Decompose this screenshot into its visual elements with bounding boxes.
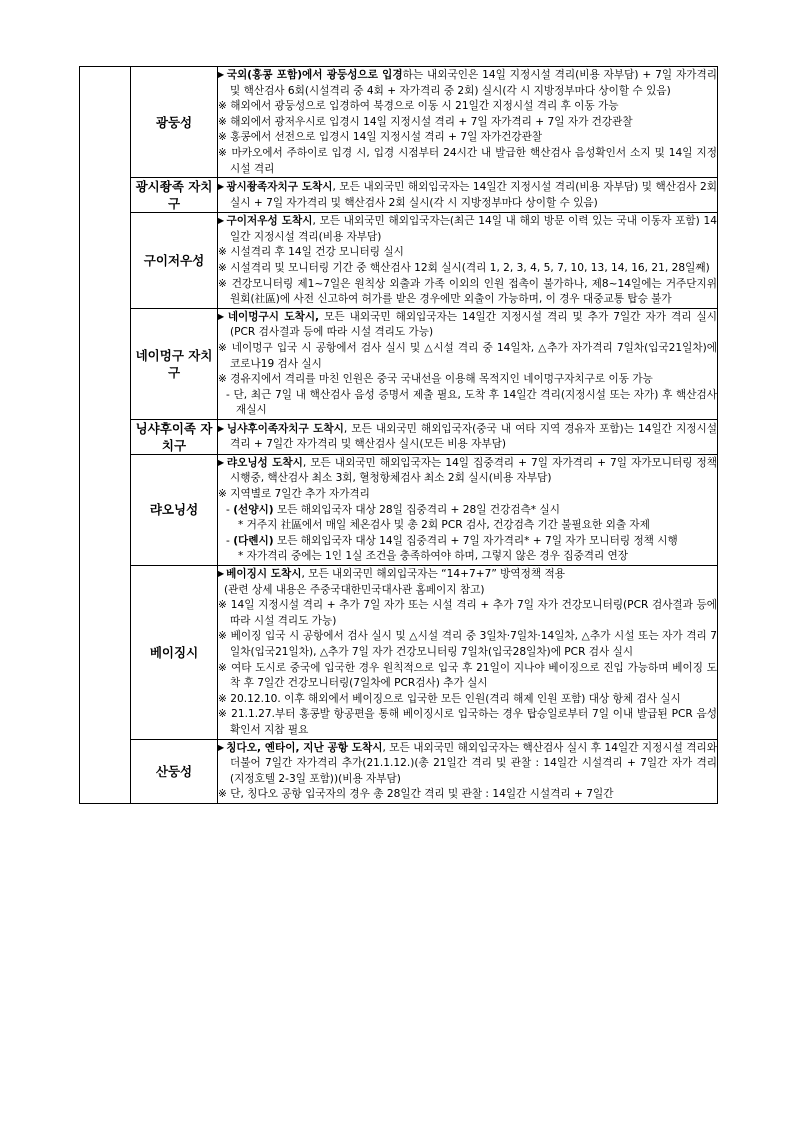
policy-line: - (다롄시) 모든 해외입국자 대상 14일 집중격리 + 7일 자가격리* + 7일 자가 모니터링 정책 시행 bbox=[226, 534, 678, 547]
policy-note-text: * 거주지 社區에서 매일 체온검사 및 총 2회 PCR 검사, 건강검측 기간 불필요한 외출 자제 bbox=[238, 519, 650, 532]
triangle-bullet-icon: ▶ bbox=[218, 742, 225, 752]
policy-lead-bold: 칭다오, 옌타이, 지난 공항 도착시 bbox=[226, 741, 383, 754]
policy-line bbox=[218, 277, 717, 308]
region-name: 산둥성 bbox=[131, 739, 218, 803]
triangle-bullet-icon: ▶ bbox=[218, 423, 225, 433]
region-name: 랴오닝성 bbox=[131, 454, 218, 565]
policy-lead-text: , 모든 내외국민 해외입국자(중국 내 여타 지역 경유자 포함)는 14일간 지정시설 격리 + 7일간 자가격리 및 핵산검사 실시(모든 비용 자부담) bbox=[230, 422, 718, 451]
policy-line bbox=[218, 146, 717, 177]
policy-content bbox=[218, 566, 718, 740]
table-row bbox=[80, 308, 718, 419]
policy-note-text: (관련 상세 내용은 주중국대한민국대사관 홈페이지 참고) bbox=[224, 583, 485, 596]
policy-note-text: ※ 20.12.10. 이후 해외에서 베이징으로 입국한 모든 인원(격리 해제 인원 포함) 대상 항체 검사 실시 bbox=[218, 692, 681, 705]
region-name: 광둥성 bbox=[131, 67, 218, 178]
city-label: (다롄시) bbox=[233, 534, 274, 547]
policy-line bbox=[218, 549, 717, 565]
policy-line bbox=[218, 99, 717, 115]
table-row bbox=[80, 419, 718, 454]
policy-line bbox=[218, 629, 717, 660]
policy-lead-text: , 모든 내외국민 해외입국자는 “14+7+7” 방역정책 적용 bbox=[301, 568, 565, 581]
table-row bbox=[80, 213, 718, 309]
policy-content bbox=[218, 308, 718, 419]
policy-line bbox=[218, 598, 717, 629]
policy-content bbox=[218, 67, 718, 178]
policy-lead-bold: 광시좡족자치구 도착시 bbox=[226, 181, 333, 194]
policy-note-text: ※ 해외에서 광저우시로 입경시 14일 지정시설 격리 + 7일 자가격리 + 7일 자가 건강관찰 bbox=[218, 115, 633, 128]
policy-line bbox=[218, 661, 717, 692]
policy-line bbox=[218, 583, 717, 599]
policy-line bbox=[218, 566, 717, 583]
triangle-bullet-icon: ▶ bbox=[218, 216, 225, 226]
policy-lead-bold: 베이징시 도착시 bbox=[226, 568, 302, 581]
policy-line bbox=[218, 707, 717, 738]
policy-lead-bold: 닝샤후이족자치구 도착시 bbox=[226, 422, 344, 435]
policy-lead-bold: 네이멍구시 도착시, bbox=[227, 310, 320, 323]
policy-lead-text: , 모든 내외국민 해외입국자는 14일간 지정시설 격리(비용 자부담) 및 핵산검사 2회 실시 + 7일 자가격리 및 핵산검사 2회 실시(각 시 지방정부마다 상이할 수 있음) bbox=[230, 181, 717, 209]
policy-note-text: ※ 시설격리 및 모니터링 기간 중 핵산검사 12회 실시(격리 1, 2, 3, 4, 5, 7, 10, 13, 14, 16, 21, 28일째) bbox=[218, 261, 710, 274]
table-row bbox=[80, 178, 718, 213]
policy-note-text: ※ 여타 도시로 중국에 입국한 경우 원칙적으로 입국 후 21일이 지나야 베이징으로 진입 가능하며 베이징 도착 후 7일간 건강모니터링(7일차에 PCR검사) 추가 실시 bbox=[218, 661, 717, 690]
table-row bbox=[80, 454, 718, 565]
policy-note-text: ※ 홍콩에서 선전으로 입경시 14일 지정시설 격리 + 7일 자가건강관찰 bbox=[218, 131, 543, 144]
policy-lead-text: 하는 내외국인은 14일 지정시설 격리(비용 자부담) + 7일 자가격리 및 핵산검사 6회(시설격리 중 4회 + 자가격리 중 2회) 실시(각 시 지방정부마다 상이할 수 있음) bbox=[230, 69, 718, 97]
city-policy-text: 모든 해외입국자 대상 28일 집중격리 + 28일 건강검측* 실시 bbox=[273, 503, 560, 516]
policy-note-text: * 자가격리 중에는 1인 1실 조건을 충족하여야 하며, 그렇지 않은 경우 집중격리 연장 bbox=[238, 550, 629, 563]
policy-line bbox=[218, 130, 717, 146]
policy-note-text: ※ 지역별로 7일간 추가 자가격리 bbox=[218, 488, 370, 501]
region-name: 베이징시 bbox=[131, 566, 218, 740]
region-name: 구이저우성 bbox=[131, 213, 218, 309]
policy-line bbox=[218, 455, 717, 487]
policy-line bbox=[218, 179, 717, 211]
policy-note-text: ※ 베이징 입국 시 공항에서 검사 실시 및 △시설 격리 중 3일차·7일차·14일차, △추가 시설 또는 자가 격리 7일차(입국21일차), △추가 7일 자가 건강모니터링 7일차(입국28일차)에 PCR 검사 실시 bbox=[218, 630, 717, 658]
policy-lead-text: 모든 내외국민 해외입국자는 14일간 지정시설 격리 및 추가 7일간 자가 격리 실시(PCR 검사결과 등에 따라 시설 격리도 가능) bbox=[230, 310, 717, 339]
policy-lead-text: , 모든 내외국민 해외입국자는 핵산검사 실시 후 14일간 지정시설 격리와 더불어 7일간 자가격리 추가(21.1.12.)(총 21일간 격리 및 관찰 : 14일간 시설격리 + 7일간 자가 격리(지정호텔 2-3일 포함))(비용 자부담) bbox=[230, 741, 717, 785]
region-name: 닝샤후이족 자치구 bbox=[131, 419, 218, 454]
policy-note-text: ※ 경유지에서 격리를 마친 인원은 중국 국내선을 이용해 목적지인 네이멍구자치구로 이동 가능 bbox=[218, 373, 653, 386]
table-row bbox=[80, 67, 718, 178]
policy-line bbox=[218, 421, 717, 453]
policy-note-text: ※ 건강모니터링 제1~7일은 원칙상 외출과 가족 이외의 인원 접촉이 불가하나, 제8~14일에는 거주단지위원회(社區)에 사전 신고하여 허가를 받은 경우에만 외출이 가능하며, 이 경우 대중교통 탑승 불가 bbox=[218, 277, 717, 306]
policy-line bbox=[218, 740, 717, 788]
policy-lead-bold: 국외(홍콩 포함)에서 광둥성으로 입경 bbox=[226, 69, 403, 81]
policy-note-text: ※ 14일 지정시설 격리 + 추가 7일 자가 또는 시설 격리 + 추가 7일 자가 건강모니터링(PCR 검사결과 등에 따라 시설 격리도 가능) bbox=[218, 599, 717, 627]
region-name: 네이멍구 자치구 bbox=[131, 308, 218, 419]
triangle-bullet-icon: ▶ bbox=[218, 569, 225, 579]
policy-note-text: ※ 단, 칭다오 공항 입국자의 경우 총 28일간 격리 및 관찰 : 14일간 시설격리 + 7일간 bbox=[218, 788, 614, 801]
policy-note-text: ※ 시설격리 후 14일 건강 모니터링 실시 bbox=[218, 246, 404, 259]
policy-note-text: - 단, 최근 7일 내 핵산검사 음성 증명서 제출 필요, 도착 후 14일간 격리(지정시설 또는 자가) 후 핵산검사 재실시 bbox=[226, 388, 717, 417]
triangle-bullet-icon: ▶ bbox=[218, 457, 225, 467]
city-policy-text: 모든 해외입국자 대상 14일 집중격리 + 7일 자가격리* + 7일 자가 모니터링 정책 시행 bbox=[273, 534, 678, 547]
policy-line bbox=[218, 518, 717, 534]
region-name: 광시좡족 자치구 bbox=[131, 178, 218, 213]
policy-line bbox=[218, 213, 717, 245]
policy-content bbox=[218, 419, 718, 454]
policy-note-text: ※ 마카오에서 주하이로 입경 시, 입경 시점부터 24시간 내 발급한 핵산검사 음성확인서 소지 및 14일 지정시설 격리 bbox=[218, 146, 717, 175]
triangle-bullet-icon: ▶ bbox=[218, 182, 225, 192]
policy-note-text: ※ 네이멍구 입국 시 공항에서 검사 실시 및 △시설 격리 중 14일차, △추가 자가격리 7일차(입국21일차)에 코로나19 검사 실시 bbox=[218, 341, 717, 370]
blank-column bbox=[80, 67, 131, 804]
policy-line bbox=[218, 692, 717, 708]
quarantine-policy-table bbox=[79, 66, 718, 804]
policy-content bbox=[218, 454, 718, 565]
policy-line: - (선양시) 모든 해외입국자 대상 28일 집중격리 + 28일 건강검측* 실시 bbox=[226, 503, 560, 516]
city-label: (선양시) bbox=[233, 503, 274, 516]
policy-line bbox=[218, 115, 717, 131]
policy-line bbox=[218, 787, 717, 803]
policy-content bbox=[218, 213, 718, 309]
policy-content bbox=[218, 178, 718, 213]
policy-note-text: ※ 해외에서 광둥성으로 입경하여 북경으로 이동 시 21일간 지정시설 격리 후 이동 가능 bbox=[218, 100, 619, 113]
table-row bbox=[80, 566, 718, 740]
policy-line bbox=[218, 261, 717, 277]
policy-line bbox=[218, 341, 717, 372]
policy-lead-bold: 랴오닝성 도착시 bbox=[226, 456, 303, 469]
policy-line bbox=[218, 487, 717, 503]
policy-line bbox=[218, 388, 717, 419]
policy-line bbox=[218, 245, 717, 261]
policy-lead-bold: 구이저우성 도착시 bbox=[226, 215, 313, 228]
policy-note-text: ※ 21.1.27.부터 홍콩발 항공편을 통해 베이징시로 입국하는 경우 탑승일로부터 7일 이내 발급된 PCR 음성확인서 지참 필요 bbox=[218, 708, 717, 736]
policy-line bbox=[218, 67, 717, 99]
policy-line bbox=[218, 309, 717, 341]
triangle-bullet-icon: ▶ bbox=[218, 311, 226, 321]
policy-lead-text: , 모든 내외국민 해외입국자는 14일 집중격리 + 7일 자가격리 + 7일 자가모니터링 정책 시행중, 핵산검사 최소 3회, 혈청항체검사 최소 2회 실시(비용 자부담) bbox=[230, 456, 718, 485]
triangle-bullet-icon: ▶ bbox=[218, 70, 225, 79]
policy-lead-text: , 모든 내외국민 해외입국자는(최근 14일 내 해외 방문 이력 있는 국내 이동자 포함) 14일간 지정시설 격리(비용 자부담) bbox=[230, 215, 717, 243]
policy-content bbox=[218, 739, 718, 803]
table-row bbox=[80, 739, 718, 803]
policy-line bbox=[218, 372, 717, 388]
